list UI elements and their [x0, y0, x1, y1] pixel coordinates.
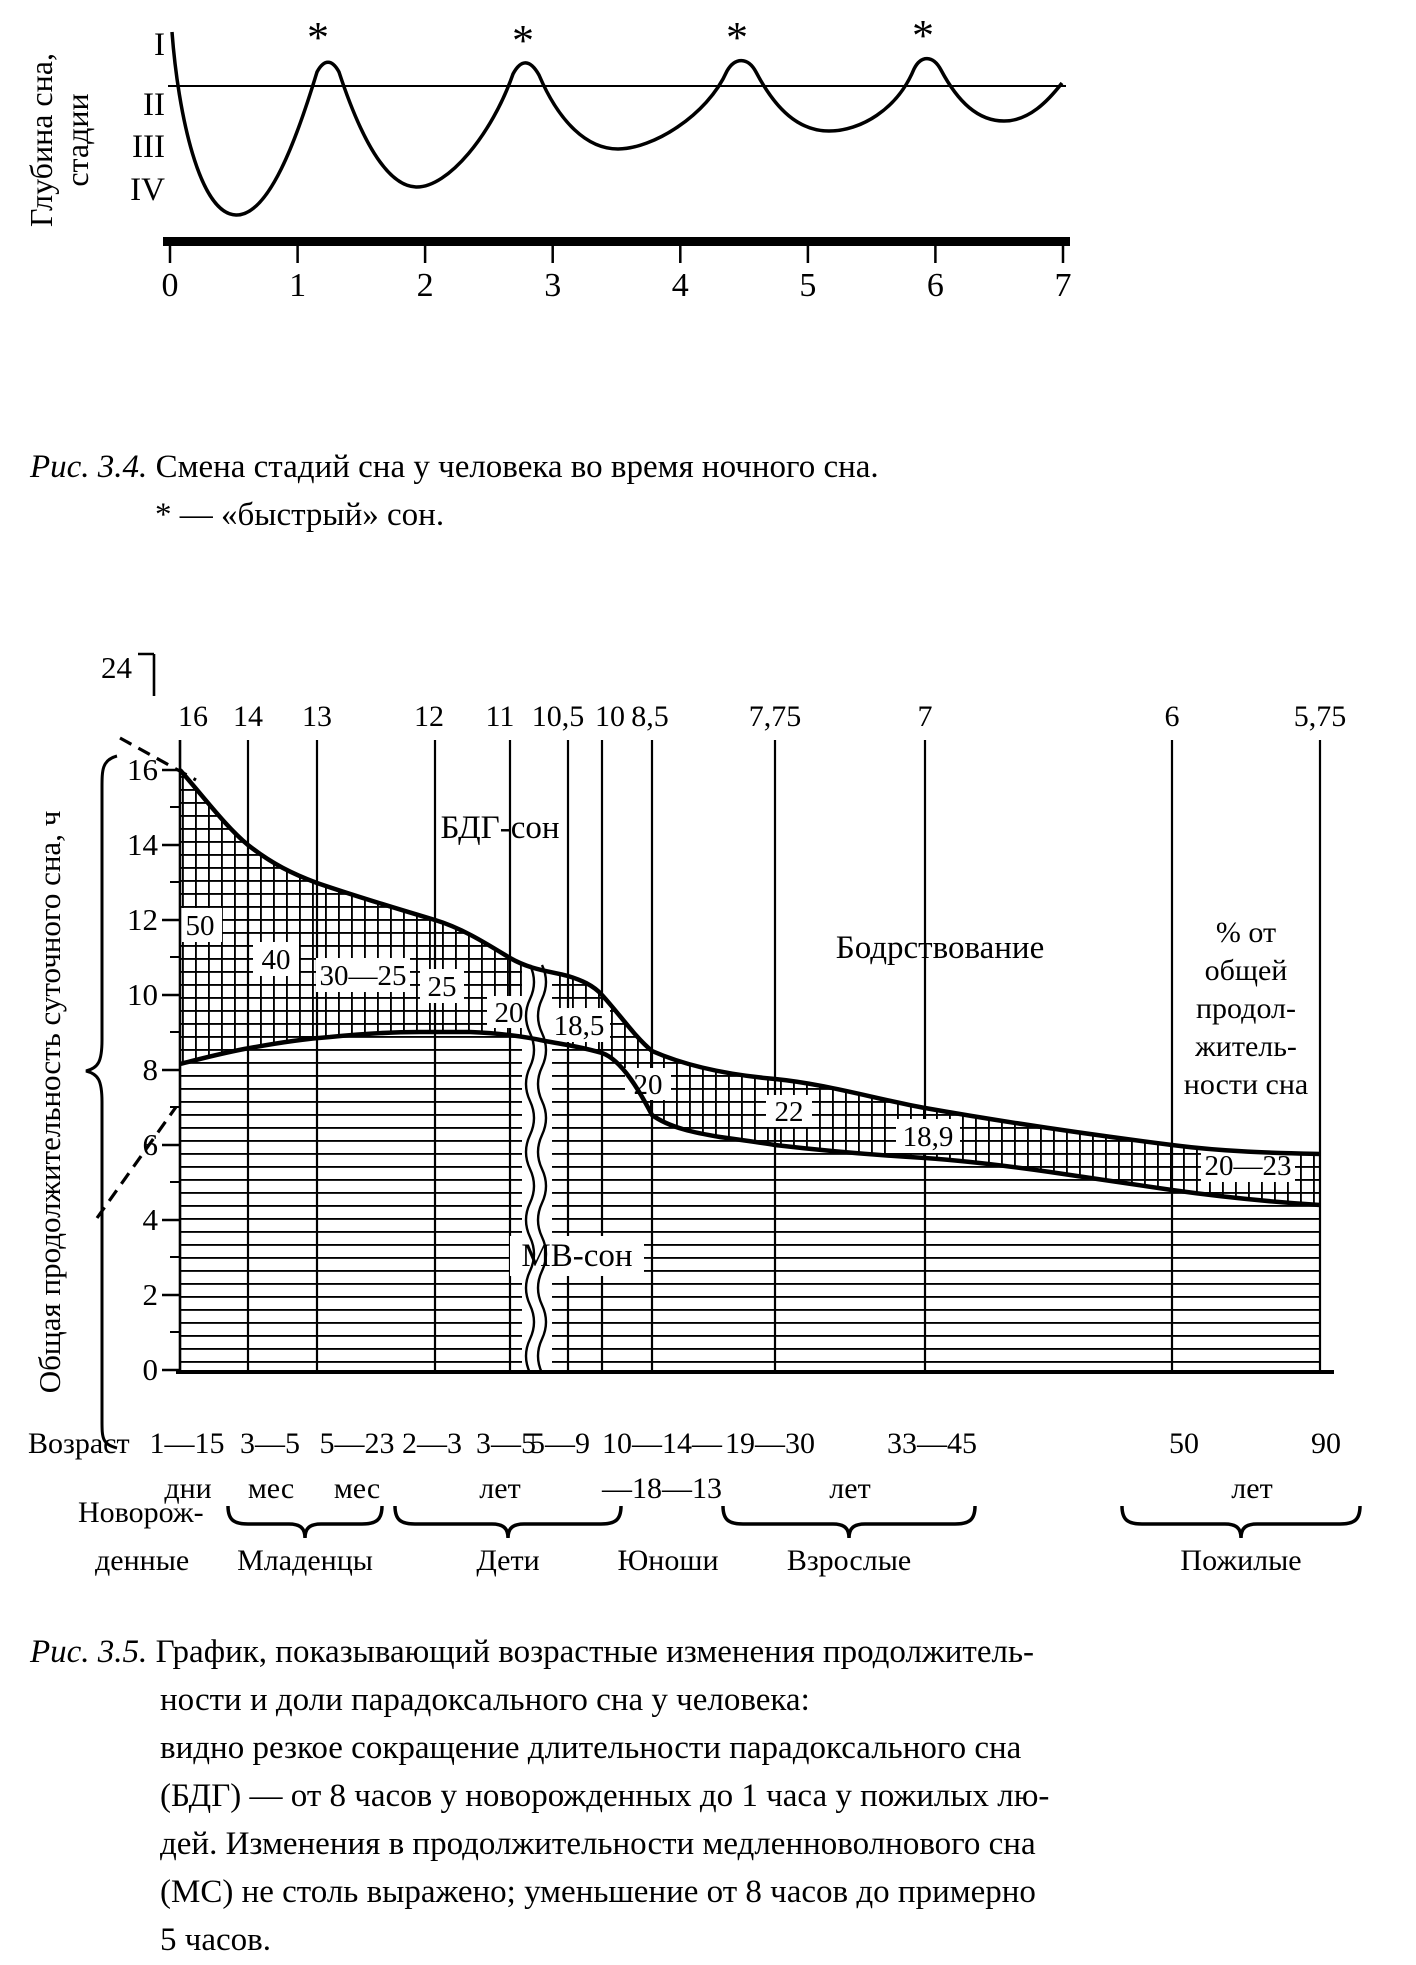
fig1-xtick-2: 2 — [416, 267, 434, 304]
hours-16: 16 — [178, 700, 208, 733]
group-infants: Младенцы — [237, 1544, 373, 1577]
percent-note-line5: ности сна — [1183, 1068, 1309, 1101]
hours-10-5: 10,5 — [531, 700, 585, 733]
y-axis-brace — [86, 756, 117, 1448]
pct-20b: 20 — [633, 1069, 663, 1101]
age-5-9y: 5—9 — [530, 1427, 590, 1460]
hours-7-75: 7,75 — [748, 700, 802, 733]
age-1-15: 1—15 — [149, 1427, 225, 1460]
pct-50: 50 — [185, 910, 215, 942]
figure2-caption-line6: (МС) не столь выражено; уменьшение от 8 часов до примерно — [160, 1874, 1036, 1910]
figure2-caption-line4: (БДГ) — от 8 часов у новорожденных до 1 часа у пожилых лю- — [160, 1778, 1050, 1814]
pct-18-5: 18,5 — [553, 1010, 605, 1042]
figure2-caption-line2: ности и доли парадоксального сна у человека: — [160, 1682, 810, 1718]
nrem-region-label: МВ-сон — [521, 1238, 633, 1274]
age-3-5y: 3—5 — [476, 1427, 536, 1460]
ytick-14: 14 — [127, 827, 158, 862]
age-19-30: 19—30 — [725, 1427, 815, 1460]
group-children: Дети — [476, 1544, 540, 1577]
fig1-xtick-3: 3 — [544, 267, 562, 304]
figure2-caption — [30, 1628, 1049, 1964]
stage-label-II: II — [143, 87, 165, 123]
rem-asterisk-2: * — [512, 16, 534, 65]
group-newborn-line2: денные — [95, 1544, 190, 1577]
pct-40: 40 — [261, 944, 291, 976]
sleep-stages-chart — [0, 0, 1416, 320]
percent-note-line2: общей — [1204, 954, 1288, 987]
hours-5-75: 5,75 — [1293, 700, 1347, 733]
rem-asterisk-4: * — [912, 11, 934, 60]
percent-note-line3: продол- — [1195, 992, 1297, 1025]
ytick-2: 2 — [142, 1277, 158, 1312]
ytick-24: 24 — [101, 650, 132, 685]
hours-8-5: 8,5 — [631, 700, 669, 733]
fig1-xtick-0: 0 — [161, 267, 179, 304]
figure2-caption-text1: График, показывающий возрастные изменения продолжитель- — [155, 1634, 1034, 1670]
pct-30-25: 30—25 — [319, 960, 407, 992]
ytick-16: 16 — [127, 752, 158, 787]
group-youths: Юноши — [617, 1544, 719, 1577]
pct-25: 25 — [427, 971, 457, 1003]
percent-note-line1: % от — [1215, 916, 1277, 949]
fig1-x-axis-bar — [163, 237, 1070, 246]
ytick-12: 12 — [127, 902, 158, 937]
fig1-xtick-5: 5 — [799, 267, 817, 304]
fig1-x-tick-labels — [162, 267, 1072, 304]
hours-14: 14 — [233, 700, 263, 733]
unit-let2: лет — [829, 1472, 871, 1505]
pct-18-9: 18,9 — [902, 1121, 954, 1153]
fig1-x-axis-ticks — [170, 246, 1063, 263]
group-newborn-line1: Новорож- — [78, 1496, 204, 1529]
figure1-caption-label: Рис. 3.4. — [30, 449, 148, 485]
figure1-caption — [30, 443, 879, 539]
fig1-y-axis-label-line2: стадии — [59, 93, 95, 187]
percent-note-line4: житель- — [1195, 1030, 1297, 1063]
hours-7: 7 — [917, 700, 933, 733]
age-axis-title: Возраст — [28, 1427, 130, 1460]
unit-days: дни — [164, 1472, 212, 1505]
figure2-caption-line1 — [30, 1628, 1049, 1676]
age-group-labels — [78, 1496, 1302, 1577]
figure2-caption-line5: дей. Изменения в продолжительности медленноволнового сна — [160, 1826, 1036, 1862]
stage-label-III: III — [132, 129, 165, 165]
group-adults: Взрослые — [786, 1544, 912, 1577]
hours-11: 11 — [485, 700, 515, 733]
age-values-row — [28, 1427, 1341, 1460]
fig1-xtick-1: 1 — [289, 267, 307, 304]
age-3-5m: 3—5 — [240, 1427, 300, 1460]
ytick-8: 8 — [142, 1052, 158, 1087]
unit-mes1: мес — [247, 1472, 295, 1505]
fig1-xtick-6: 6 — [926, 267, 944, 304]
top-hour-labels — [178, 700, 1346, 733]
age-units-row — [164, 1472, 1272, 1505]
fig2-y-axis-label: Общая продолжительность суточного сна, ч — [32, 810, 67, 1394]
age-10-14: 10—14— — [602, 1427, 722, 1460]
rem-region-label: БДГ-сон — [440, 810, 560, 846]
hours-10: 10 — [595, 700, 625, 733]
unit-let1: лет — [479, 1472, 521, 1505]
figure1-caption-note: * — «быстрый» сон. — [155, 497, 445, 533]
rem-peak-markers — [307, 11, 934, 65]
age-50: 50 — [1169, 1427, 1199, 1460]
rem-asterisk-3: * — [726, 13, 748, 62]
figure1-caption-text: Смена стадий сна у человека во время ночного сна. — [155, 449, 879, 485]
sleep-duration-age-chart — [0, 620, 1416, 1580]
hours-13: 13 — [302, 700, 332, 733]
percent-note — [1184, 916, 1308, 1101]
stage-label-IV: IV — [130, 172, 165, 208]
figure1-caption-line1 — [30, 443, 879, 491]
fig2-x-axis — [176, 1370, 1334, 1374]
ytick-6: 6 — [142, 1127, 158, 1162]
figure2-caption-label: Рис. 3.5. — [30, 1634, 148, 1670]
stage-label-I: I — [154, 27, 165, 63]
group-elderly: Пожилые — [1180, 1544, 1302, 1577]
unit-let3: лет — [1231, 1472, 1273, 1505]
unit-18-13: —18—13 — [602, 1472, 722, 1505]
unit-mes2: мес — [333, 1472, 381, 1505]
pct-22: 22 — [774, 1096, 804, 1128]
age-2-3y: 2—3 — [402, 1427, 462, 1460]
fig2-y-major-ticks — [162, 770, 180, 1370]
wake-region-label: Бодрствование — [835, 930, 1045, 966]
rem-asterisk-1: * — [307, 13, 329, 62]
lower-break-dash — [97, 1107, 176, 1218]
hours-12: 12 — [414, 700, 444, 733]
ytick-10: 10 — [127, 977, 158, 1012]
fig1-xtick-4: 4 — [671, 267, 689, 304]
hours-6: 6 — [1164, 700, 1180, 733]
age-33-45: 33—45 — [887, 1427, 977, 1460]
age-90: 90 — [1311, 1427, 1341, 1460]
age-group-braces — [228, 1506, 1360, 1538]
pct-20a: 20 — [494, 997, 524, 1029]
pct-20-23: 20—23 — [1204, 1150, 1292, 1182]
fig1-y-axis-label-line1: Глубина сна, — [23, 53, 59, 227]
age-5-23m: 5—23 — [319, 1427, 395, 1460]
figure2-caption-line7: 5 часов. — [160, 1922, 271, 1958]
figure2-caption-line3: видно резкое сокращение длительности парадоксального сна — [160, 1730, 1022, 1766]
fig1-xtick-7: 7 — [1054, 267, 1072, 304]
ytick-0: 0 — [142, 1352, 158, 1387]
y-axis-24-bracket — [138, 654, 154, 696]
ytick-4: 4 — [142, 1202, 158, 1237]
